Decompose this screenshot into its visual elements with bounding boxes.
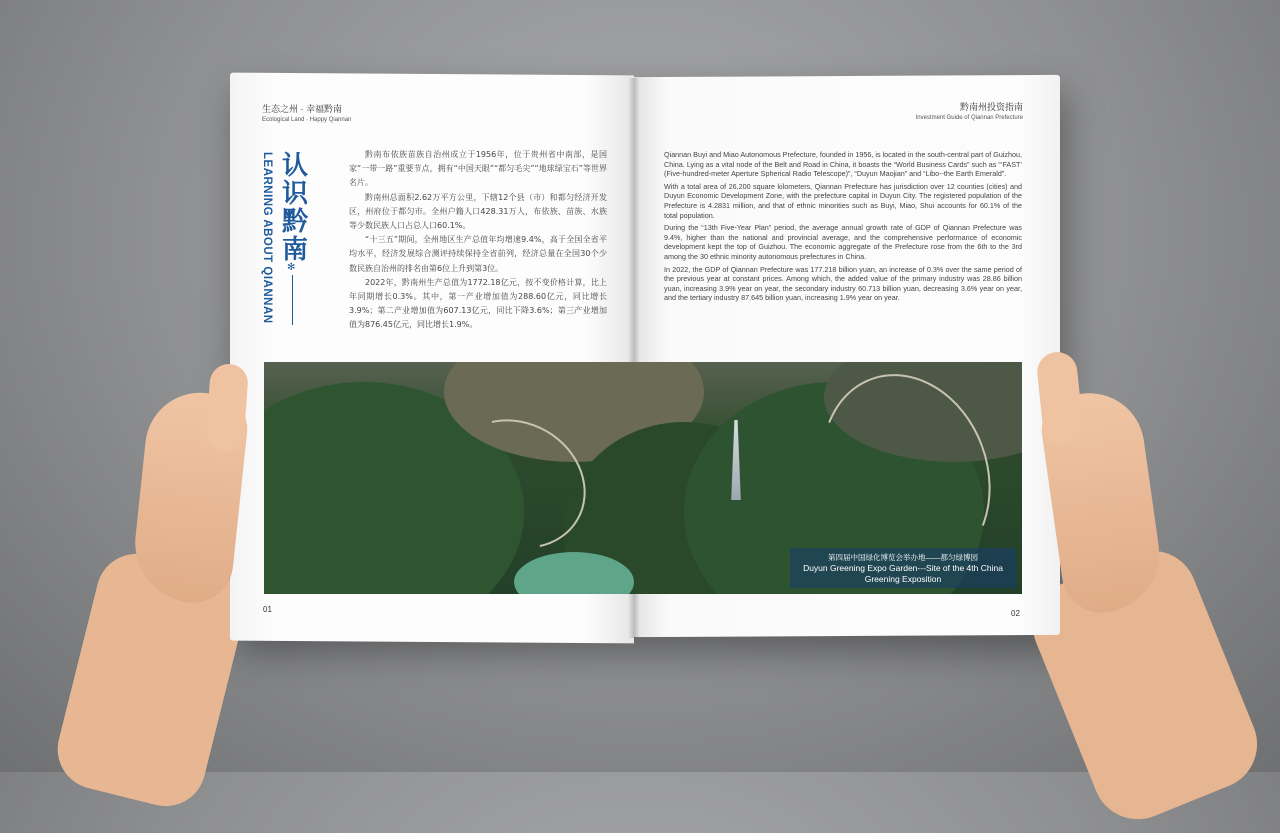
cn-paragraph: “十三五”期间，全州地区生产总值年均增速9.4%，高于全国全省平均水平，经济发展综合测评持续保持全省前列，经济总量在全国30个少数民族自治州的排名由第6位上升到第3位。 bbox=[349, 235, 607, 273]
title-divider bbox=[292, 275, 293, 325]
page-number-right: 02 bbox=[1011, 609, 1020, 618]
left-thumb bbox=[205, 363, 249, 453]
left-header bbox=[262, 104, 351, 126]
caption-cn: 第四届中国绿化博览会举办地——都匀绿博园 bbox=[828, 553, 978, 562]
title-en: LEARNING ABOUT QIANNAN bbox=[261, 152, 273, 324]
cn-paragraph: 黔南州总面积2.62万平方公里，下辖12个县（市）和都匀经济开发区，州府位于都匀市。全州户籍人口428.31万人，布依族、苗族、水族等少数民族人口占总人口60.1%。 bbox=[349, 192, 607, 231]
left-header-en: Ecological Land · Happy Qiannan bbox=[262, 117, 352, 123]
en-paragraph: With a total area of 26,200 square kilometers, Qiannan Prefecture has jurisdiction over 12 counties (cities) and Duyun Economic Development Zone, with the prefecture capital in Duyun City. The registered population of the Prefecture is 4.2831 million, and that of ethnic minorities such as Buyi, Miao, Shui accounts for 60.1% of the total population. bbox=[664, 181, 1022, 220]
cn-paragraph: 黔南布依族苗族自治州成立于1956年，位于贵州省中南部，是国家“一带一路”重要节点，拥有“中国天眼”“都匀毛尖”“地球绿宝石”等世界名片。 bbox=[349, 150, 607, 188]
cn-paragraph: 2022年，黔南州生产总值为1772.18亿元，按不变价格计算，比上年同期增长0.3%。其中，第一产业增加值为288.60亿元，同比增长3.9%；第二产业增加值为607.13亿元，同比下降3.6%；第三产业增加值为876.45亿元，同比增长1.9%。 bbox=[349, 277, 607, 330]
en-paragraph: During the “13th Five-Year Plan” period, the average annual growth rate of GDP of Qiannan Prefecture was 9.4%, higher than the national and provincial average, and the comprehensive performance of economic development kept the top of Guizhou. The economic aggregate of the Prefecture rose from the 6th to the 3rd among the 30 ethnic minority autonomous prefectures in China. bbox=[664, 223, 1022, 261]
caption-en-line2: Greening Exposition bbox=[864, 574, 942, 584]
caption-en-line1: Duyun Greening Expo Garden---Site of the 4th China bbox=[803, 563, 1003, 573]
asterisk-icon: ✻ bbox=[287, 262, 296, 273]
page-number-left: 01 bbox=[263, 605, 272, 614]
title-cn: 认识黔南 bbox=[281, 151, 308, 265]
right-header-en: Investment Guide of Qiannan Prefecture bbox=[915, 115, 1023, 121]
photo-caption bbox=[790, 548, 1016, 588]
right-header-cn: 黔南州投资指南 bbox=[959, 102, 1023, 112]
left-header-cn: 生态之州 · 幸福黔南 bbox=[262, 104, 342, 114]
cn-body bbox=[349, 148, 607, 333]
en-paragraph: Qiannan Buyi and Miao Autonomous Prefecture, founded in 1956, is located in the south-central part of Guizhou, China. Lying as a vital node of the Belt and Road in China, it boasts the “World Business Cards” such as “‘FAST’ (Five-hundred-meter Aperture Spherical Radio Telescope)”, “Duyun Maojian” and “Libo--the Earth Emerald”. bbox=[664, 150, 1023, 179]
right-header bbox=[916, 102, 1023, 124]
en-body bbox=[664, 150, 1022, 306]
en-paragraph: In 2022, the GDP of Qiannan Prefecture was 177.218 billion yuan, an increase of 0.3% over the same period of the previous year at constant prices. Among which, the added value of the primary industry was 28.86 billion yuan, increasing 3.9% year on year, the secondary industry 60.713 billion yuan, decreasing 3.6% year on year, and the tertiary industry 87.645 billion yuan, increasing 1.9% year on year. bbox=[664, 264, 1022, 303]
